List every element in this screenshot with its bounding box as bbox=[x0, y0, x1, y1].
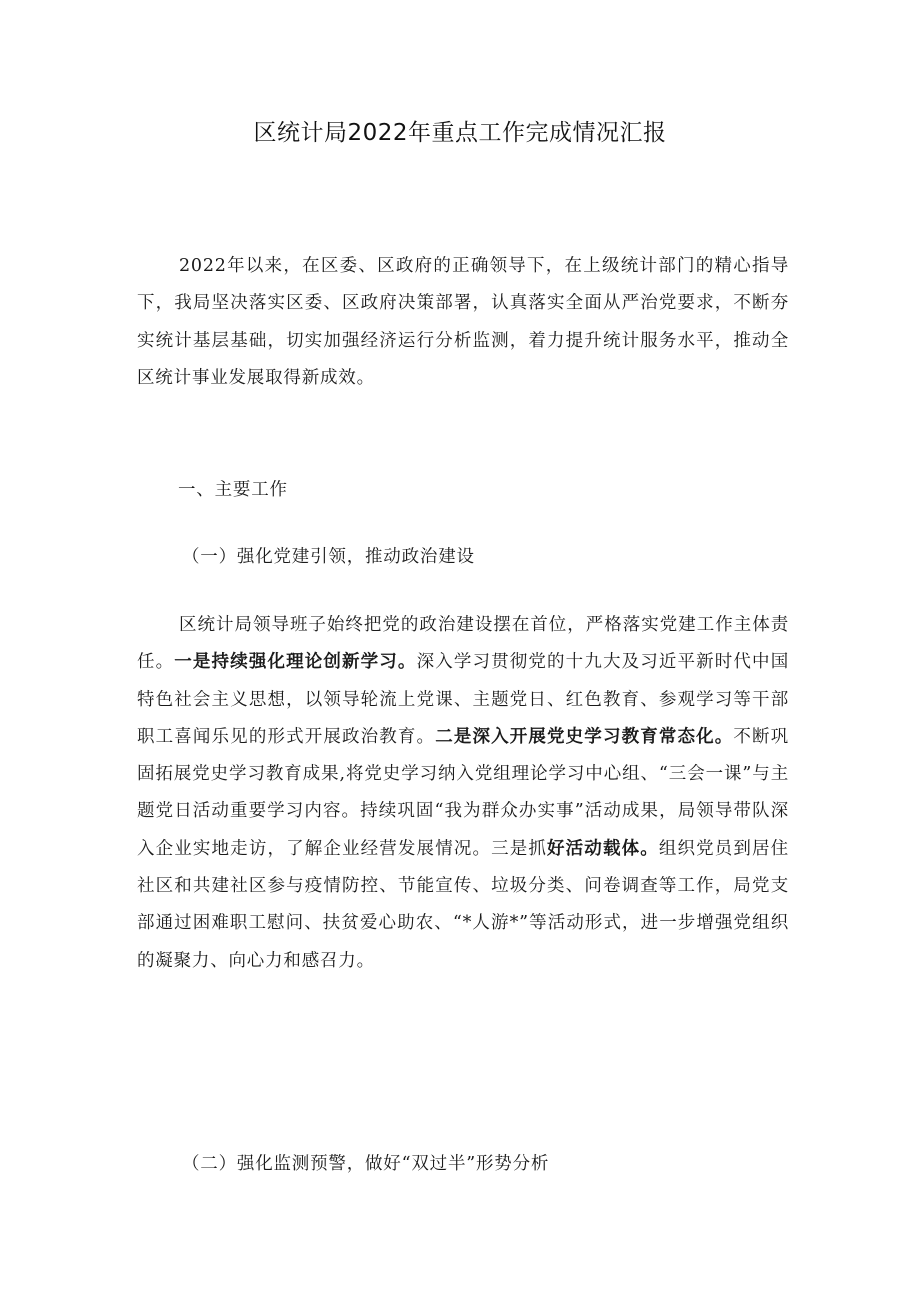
subsection-heading-monitoring: （二）强化监测预警，做好“双过半”形势分析 bbox=[182, 1154, 550, 1174]
intro-paragraph: 2022年以来，在区委、区政府的正确领导下，在上级统计部门的精心指导下，我局坚决落实区委、区政府决策部署，认真落实全面从严治党要求，不断夯实统计基层基础，切实加强经济运行分析监测，着力提升统计服务水平，推动全区统计事业发展取得新成效。 bbox=[137, 256, 789, 388]
party-building-text-4: 组织党员到居住社区和共建社区参与疫情防控、节能宣传、垃圾分类、问卷调查等工作，局党支部通过困难职工慰问、扶贫爱心助农、“*人游*”等活动形式，进一步增强党组织的凝聚力、向心力和感召力。 bbox=[137, 838, 789, 971]
party-building-point-1: 一是持续强化理论创新学习。 bbox=[174, 652, 417, 673]
party-building-text-2: 深入学习贯彻党的十九大及习近平新时代中国特色社会主义思想，以领导轮流上党课、主题党日、红色教育、参观学习等干部职工喜闻乐见的形式开展政治教育。 bbox=[137, 652, 789, 747]
party-building-text-3: 不断巩固拓展党史学习教育成果,将党史学习纳入党组理论学习中心组、“三会一课”与主题党日活动重要学习内容。持续巩固“我为群众办实事”活动成果，局领导带队深入企业实地走访，了解企业经营发展情况。三是抓 bbox=[137, 726, 789, 859]
party-building-point-2: 二是深入开展党史学习教育常态化。 bbox=[435, 726, 734, 747]
party-building-paragraph bbox=[137, 607, 789, 980]
section-heading-main-work: 一、主要工作 bbox=[178, 480, 288, 500]
party-building-text-1: 区统计局领导班子始终把党的政治建设摆在首位，严格落实党建工作主体责任。 bbox=[137, 615, 789, 673]
page-title: 区统计局2022年重点工作完成情况汇报 bbox=[253, 120, 667, 146]
party-building-point-3: 好活动载体。 bbox=[547, 838, 659, 859]
subsection-heading-party-building: （一）强化党建引领，推动政治建设 bbox=[182, 547, 475, 567]
